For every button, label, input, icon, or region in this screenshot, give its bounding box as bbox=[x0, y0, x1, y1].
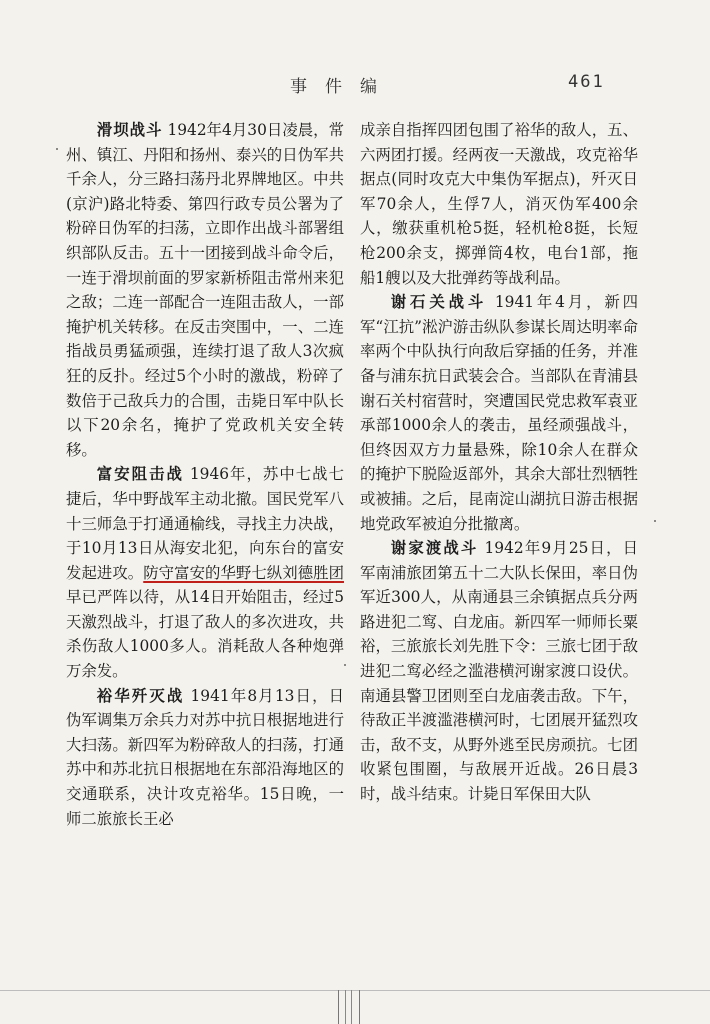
scan-speck bbox=[654, 520, 656, 522]
scan-speck bbox=[56, 148, 58, 150]
underlined-annotation: 防守富安的华野七纵刘德胜团 bbox=[143, 563, 344, 582]
paragraph-huaba-battle bbox=[66, 118, 344, 462]
paragraph-text: 1941年4月，新四军“江抗”淞沪游击纵队参谋长周达明率命率两个中队执行向敌后穿插的任务，并准备与浦东抗日武装会合。当部队在青浦县谢石关村宿营时，突遭国民党忠救军袁亚承部1000余人的袭击，虽经顽强战斗，但终因双方力量悬殊，除10余人在群众的掩护下脱险返部外，其余大部壮烈牺牲或被捕。之后，昆南淀山湖抗日游击根据地党政军被迫分批撤离。 bbox=[360, 293, 638, 533]
left-column bbox=[66, 118, 344, 831]
scan-speck bbox=[344, 664, 346, 666]
paragraph-text: 1942年9月25日，日军南浦旅团第五十二大队长保田，率日伪军近300人，从南通县三余镇据点兵分两路进犯二窎、白龙庙。新四军一师师长粟裕，三旅旅长刘先胜下令：三旅七团于敌进犯二窎必经之滥港横河谢家渡口设伏。南通县警卫团则至白龙庙袭击敌。下午，待敌正半渡滥港横河时，七团展开猛烈攻击，敌不支，从野外逃至民房顽抗。七团收紧包围圈，与敌展开近战。26日晨3时，战斗结束。计毙日军保田大队 bbox=[360, 539, 638, 804]
paragraph-yuhua-continued bbox=[360, 118, 638, 290]
paragraph-text: 1946年，苏中七战七捷后，华中野战军主动北撤。国民党军八十三师急于打通通榆线，寻找主力决战，于10月13日从海安北犯，向东台的富安发起进攻。 bbox=[66, 465, 344, 582]
running-header-title: 事件编 bbox=[290, 77, 395, 97]
event-title: 富安阻击战 bbox=[96, 465, 184, 484]
event-title: 谢石关战斗 bbox=[390, 293, 488, 312]
paragraph-xieshiguan-battle bbox=[360, 290, 638, 536]
right-column bbox=[360, 118, 638, 807]
paragraph-xiejiadu-battle bbox=[360, 536, 638, 807]
paragraph-text: 1942年4月30日凌晨，常州、镇江、丹阳和扬州、泰兴的日伪军共千余人，分三路扫荡丹北界牌地区。中共(京沪)路北特委、第四行政专员公署为了粉碎日伪军的扫荡，立即作出战斗部署组织部队反击。五十一团接到战斗命令后，一连于滑坝前面的罗家新桥阻击常州来犯之敌；二连一部配合一连阻击敌人，一部掩护机关转移。在反击突围中，一、二连指战员勇猛顽强，连续打退了敌人3次疯狂的反扑。经过5个小时的激战，粉碎了数倍于己敌兵力的合围，击毙日军中队长以下20余名，掩护了党政机关安全转移。 bbox=[66, 121, 344, 459]
book-binding-gutter bbox=[338, 990, 360, 1024]
event-title: 滑坝战斗 bbox=[96, 121, 163, 139]
paragraph-yuhua-battle bbox=[66, 684, 344, 832]
page-header bbox=[0, 72, 710, 102]
paragraph-fuan-battle bbox=[66, 462, 344, 683]
paragraph-text: 早已严阵以待，从14日开始阻击，经过5天激烈战斗，打退了敌人的多次进攻，共杀伤敌人1000多人。消耗敌人各种炮弹万余发。 bbox=[66, 588, 344, 681]
page-number: 461 bbox=[568, 72, 605, 92]
paragraph-text: 成亲自指挥四团包围了裕华的敌人，五、六两团打援。经两夜一天激战，攻克裕华据点(同时攻克大中集伪军据点)，歼灭日军70余人，生俘7人，消灭伪军400余人，缴获重机枪5挺，轻机枪8挺，长短枪200余支，掷弹筒4枚，电台1部，拖船1艘以及大批弹药等战利品。 bbox=[360, 121, 638, 287]
paragraph-text: 1941年8月13日，日伪军调集万余兵力对苏中抗日根据地进行大扫荡。新四军为粉碎敌人的扫荡，打通苏中和苏北抗日根据地在东部沿海地区的交通联系，决计攻克裕华。15日晚，一师二旅旅长王必 bbox=[66, 686, 344, 828]
event-title: 谢家渡战斗 bbox=[390, 539, 479, 558]
event-title: 裕华歼灭战 bbox=[96, 686, 185, 705]
